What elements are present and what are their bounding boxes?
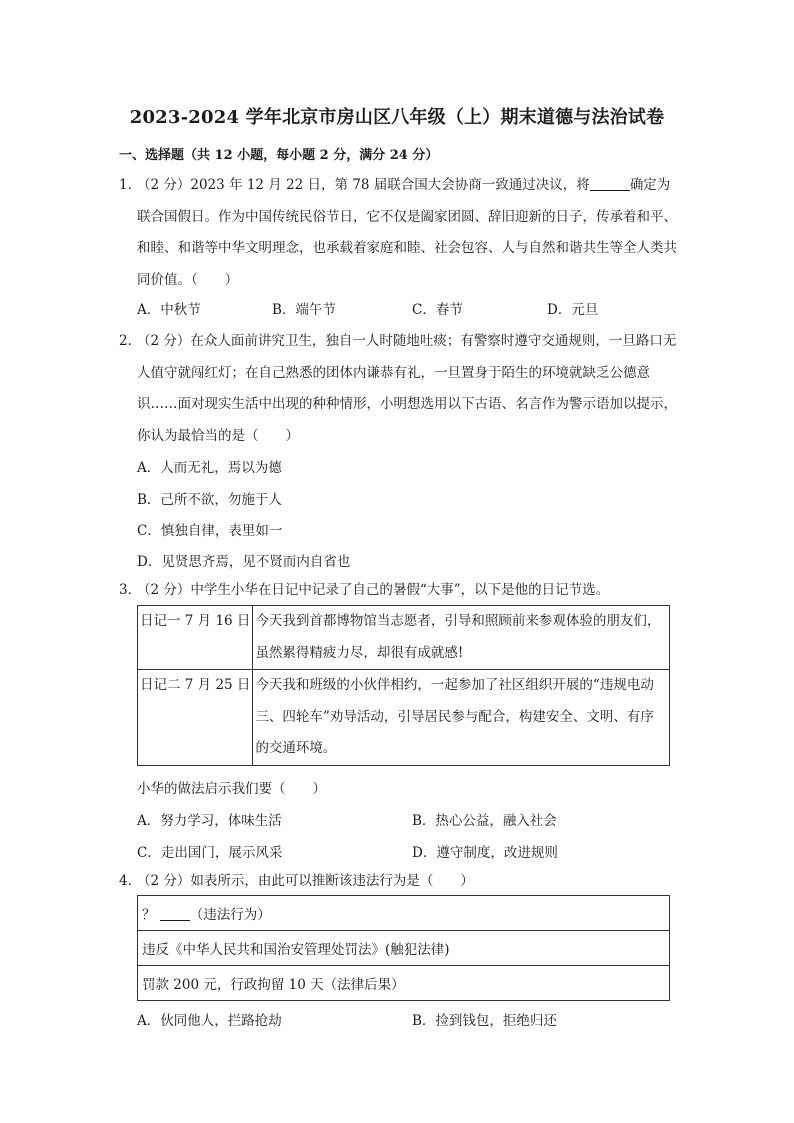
option-c[interactable]: C．慎独自律，表里如一 [137, 523, 283, 539]
option-c[interactable]: C．走出国门，展示风采 [137, 845, 283, 861]
option-b[interactable]: B．热心公益，融入社会 [412, 813, 557, 829]
table-row [138, 931, 670, 966]
option-b[interactable]: B．己所不欲，勿施于人 [137, 492, 282, 508]
question-text: （2 分）如表所示，由此可以推断该违法行为是（ ） [137, 873, 474, 889]
diary-date: 日记一 7 月 16 日 [138, 606, 253, 670]
option-b[interactable]: B．端午节 [272, 302, 336, 318]
table-row [138, 606, 670, 670]
option-a[interactable]: A．中秋节 [137, 302, 201, 318]
question-number: 4． [119, 873, 142, 889]
question-number: 2． [119, 333, 142, 349]
question-3-followup: 小华的做法启示我们要（ ） [137, 781, 326, 797]
answer-blank [590, 174, 630, 191]
section-heading: 一、选择题（共 12 小题，每小题 2 分，满分 24 分） [119, 148, 439, 163]
question-2 [119, 326, 679, 452]
question-3 [119, 575, 679, 607]
question-1 [119, 170, 679, 296]
table-cell: 罚款 200 元，行政拘留 10 天（法律后果） [138, 966, 670, 1001]
option-d[interactable]: D．遵守制度，改进规则 [412, 845, 558, 861]
table-row [138, 966, 670, 1001]
question-text: （2 分）在众人面前讲究卫生，独自一人时随地吐痰；有警察时遵守交通规则，一旦路口无人值守就闯红灯；在自己熟悉的团体内谦恭有礼，一旦置身于陌生的环境就缺乏公德意识……面对现实生活中出现的种种情形，小明想选用以下古语、名言作为警示语加以提示，你认为最恰当的是（ ） [137, 333, 677, 444]
question-text: （2 分）中学生小华在日记中记录了自己的暑假“大事”，以下是他的日记节选。 [137, 582, 610, 598]
answer-blank [160, 906, 190, 921]
table-row [138, 670, 670, 766]
option-a[interactable]: A．伙同他人，拦路抢劫 [137, 1013, 282, 1029]
table-row [138, 896, 670, 931]
option-d[interactable]: D．见贤思齐焉，见不贤而内自省也 [137, 554, 351, 570]
option-a[interactable]: A．努力学习，体味生活 [137, 813, 282, 829]
exam-title: 2023-2024 学年北京市房山区八年级（上）期末道德与法治试卷 [129, 107, 665, 128]
option-d[interactable]: D．元旦 [547, 302, 599, 318]
diary-content: 今天我到首都博物馆当志愿者，引导和照顾前来参观体验的朋友们，虽然累得精疲力尽，却很有成就感! [253, 606, 670, 670]
option-a[interactable]: A．人而无礼，焉以为德 [137, 460, 282, 476]
diary-date: 日记二 7 月 25 日 [138, 670, 253, 766]
question-text: （2 分）2023 年 12 月 22 日，第 78 届联合国大会协商一致通过决议，将 确定为联合国假日。作为中国传统民俗节日，它不仅是阖家团圆、辞旧迎新的日子，传承着和平、和睦、和谐等中华文明理念，也承载着家庭和睦、社会包容、人与自然和谐共生等全人类共同价值。（ ） [137, 170, 679, 296]
question-4 [119, 866, 679, 898]
question-number: 3． [119, 582, 142, 598]
diary-content: 今天我和班级的小伙伴相约，一起参加了社区组织开展的“违规电动三、四轮车”劝导活动，引导居民参与配合，构建安全、文明、有序的交通环境。 [253, 670, 670, 766]
table-cell: ？ （违法行为） [138, 896, 670, 931]
diary-table [137, 605, 670, 766]
question-number: 1． [119, 177, 142, 193]
option-c[interactable]: C．春节 [412, 302, 463, 318]
table-cell: 违反《中华人民共和国治安管理处罚法》(触犯法律) [138, 931, 670, 966]
law-table [137, 895, 670, 1001]
option-b[interactable]: B．捡到钱包，拒绝归还 [412, 1013, 557, 1029]
